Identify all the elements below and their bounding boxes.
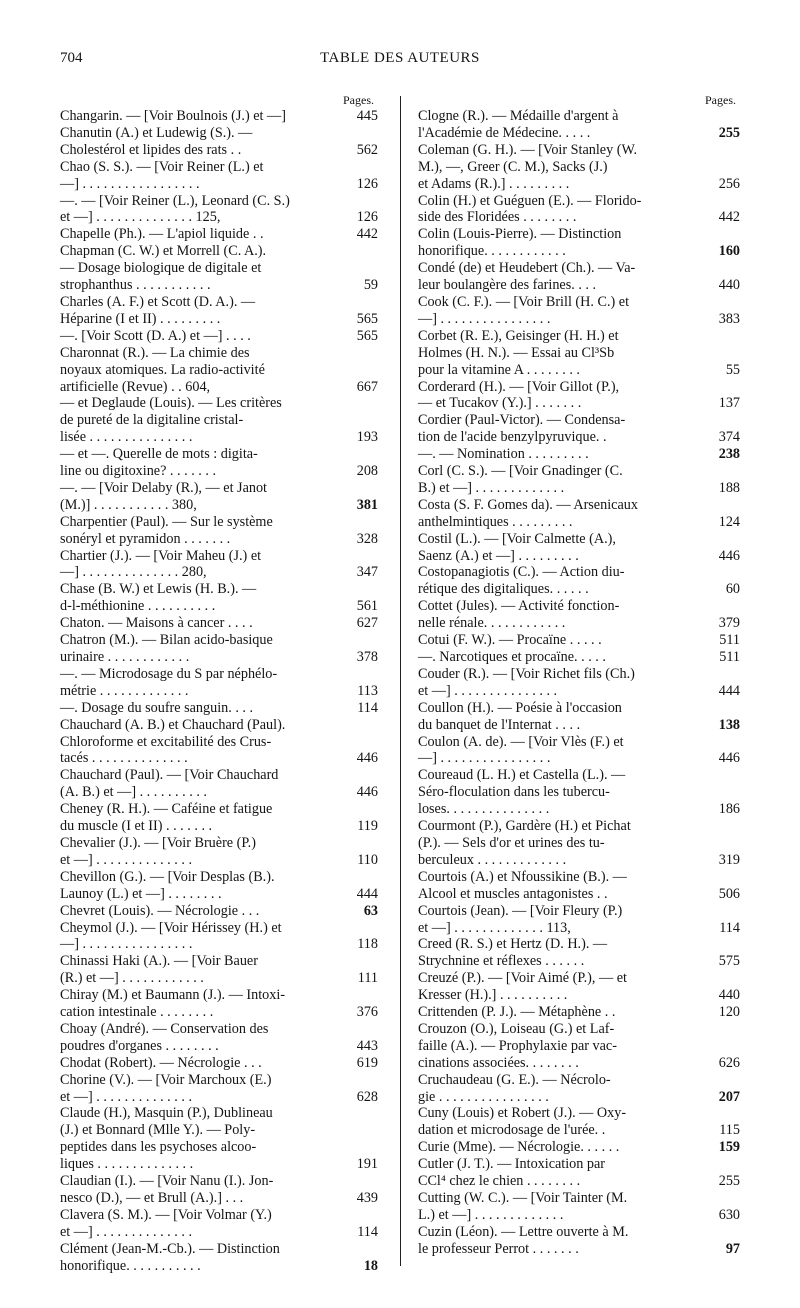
entry-line: Charonnat (R.). — La chimie des xyxy=(60,344,250,361)
left-entries-list xyxy=(60,108,378,1275)
entry-line: Coulon (A. de). — [Voir Vlès (F.) et xyxy=(418,733,624,750)
entry-page-number: 446 xyxy=(356,784,378,801)
index-entry xyxy=(418,1072,740,1106)
entry-line: Chauchard (Paul). — [Voir Chauchard xyxy=(60,767,279,784)
entry-line: Chiray (M.) et Baumann (J.). — Intoxi- xyxy=(60,987,285,1004)
entry-page-number: 565 xyxy=(356,310,378,327)
entry-line: Chloroforme et excitabilité des Crus- xyxy=(60,733,272,750)
entry-page-number: 207 xyxy=(718,1088,740,1105)
entry-line: Condé (de) et Heudebert (Ch.). — Va- xyxy=(418,260,636,277)
entry-line: Héparine (I et II) . . . . . . . . . xyxy=(60,310,221,327)
entry-page-number: 255 xyxy=(718,124,740,141)
index-entry xyxy=(60,666,378,700)
entry-page-number: 575 xyxy=(718,953,740,970)
entry-line: Saenz (A.) et —] . . . . . . . . . xyxy=(418,547,579,564)
entry-line: Cuny (Louis) et Robert (J.). — Oxy- xyxy=(418,1105,627,1122)
entry-line: —. — Microdosage du S par néphélo- xyxy=(60,665,278,682)
entry-line: Colin (H.) et Guéguen (E.). — Florido- xyxy=(418,192,642,209)
entry-line: Cheney (R. H.). — Caféine et fatigue xyxy=(60,801,273,818)
index-entry xyxy=(418,463,740,497)
index-entry xyxy=(418,970,740,1004)
entry-line: M.), —, Greer (C. M.), Sacks (J.) xyxy=(418,158,608,175)
index-entry xyxy=(60,615,378,632)
index-entry xyxy=(60,1241,378,1275)
entry-page-number: 193 xyxy=(356,429,378,446)
entry-page-number: 445 xyxy=(356,108,378,124)
index-entry xyxy=(418,294,740,328)
entry-line: tion de l'acide benzylpyruvique. . xyxy=(418,429,607,446)
entry-page-number: 18 xyxy=(363,1257,378,1274)
entry-page-number: 114 xyxy=(357,699,378,716)
entry-page-number: 378 xyxy=(356,649,378,665)
entry-page-number: 256 xyxy=(718,175,740,192)
entry-line: Chanutin (A.) et Ludewig (S.). — xyxy=(60,124,253,141)
index-entry xyxy=(60,1021,378,1055)
entry-line: Changarin. — [Voir Boulnois (J.) et —] xyxy=(60,108,286,124)
index-entry xyxy=(418,1021,740,1072)
index-entry xyxy=(418,818,740,869)
entry-line: Coleman (G. H.). — [Voir Stanley (W. xyxy=(418,141,638,158)
entry-page-number: 63 xyxy=(363,902,378,919)
entry-line: Coullon (H.). — Poésie à l'occasion xyxy=(418,699,622,716)
index-entry xyxy=(60,632,378,666)
entry-line: Cruchaudeau (G. E.). — Nécrolo- xyxy=(418,1071,611,1088)
entry-line: Crouzon (O.), Loiseau (G.) et Laf- xyxy=(418,1020,615,1037)
entry-page-number: 626 xyxy=(718,1054,740,1071)
index-entry xyxy=(418,903,740,937)
entry-line: Chauchard (A. B.) et Chauchard (Paul). xyxy=(60,716,286,733)
entry-line: Chevret (Louis). — Nécrologie . . . xyxy=(60,902,260,919)
index-entry xyxy=(60,480,378,514)
entry-line: et —] . . . . . . . . . . . . . 113, xyxy=(418,919,571,936)
entry-page-number: 115 xyxy=(719,1122,740,1139)
entry-line: — et Deglaude (Louis). — Les critères xyxy=(60,395,282,412)
entry-page-number: 319 xyxy=(718,851,740,868)
entry-line: leur boulangère des farines. . . . xyxy=(418,277,597,294)
entry-page-number: 159 xyxy=(718,1139,740,1156)
entry-line: sonéryl et pyramidon . . . . . . . xyxy=(60,530,231,547)
entry-line: tacés . . . . . . . . . . . . . . xyxy=(60,750,188,767)
entry-page-number: 442 xyxy=(356,226,378,243)
index-entry xyxy=(60,717,378,768)
entry-line: Cutler (J. T.). — Intoxication par xyxy=(418,1156,606,1173)
index-entry xyxy=(60,514,378,548)
entry-line: pour la vitamine A . . . . . . . . xyxy=(418,361,580,378)
index-entry xyxy=(418,1156,740,1190)
entry-page-number: 186 xyxy=(718,801,740,818)
entry-line: — et Tucakov (Y.).] . . . . . . . xyxy=(418,395,582,412)
index-entry xyxy=(418,632,740,649)
index-entry xyxy=(60,920,378,954)
index-entry xyxy=(418,531,740,565)
entry-line: —. — Nomination . . . . . . . . . xyxy=(418,446,589,463)
running-title: TABLE DES AUTEURS xyxy=(320,50,480,66)
entry-line: L.) et —] . . . . . . . . . . . . . xyxy=(418,1206,564,1223)
index-entry xyxy=(418,700,740,734)
entry-line: —] . . . . . . . . . . . . . . . . xyxy=(418,310,551,327)
entry-line: Cuzin (Léon). — Lettre ouverte à M. xyxy=(418,1223,629,1240)
entry-line: (P.). — Sels d'or et urines des tu- xyxy=(418,834,605,851)
index-entry xyxy=(418,767,740,818)
entry-line: artificielle (Revue) . . 604, xyxy=(60,378,211,395)
entry-page-number: 191 xyxy=(356,1156,378,1173)
entry-page-number: 111 xyxy=(357,970,378,987)
index-entry xyxy=(418,379,740,413)
entry-line: Claude (H.), Masquin (P.), Dublineau xyxy=(60,1105,273,1122)
entry-page-number: 110 xyxy=(357,851,378,868)
index-entry xyxy=(418,666,740,700)
entry-line: Clogne (R.). — Médaille d'argent à xyxy=(418,108,619,124)
entry-line: Creed (R. S.) et Hertz (D. H.). — xyxy=(418,936,608,953)
index-entry xyxy=(418,734,740,768)
page-header xyxy=(60,50,740,74)
right-column xyxy=(418,92,740,1258)
entry-line: Chorine (V.). — [Voir Marchoux (E.) xyxy=(60,1071,272,1088)
entry-page-number: 60 xyxy=(725,581,740,598)
entry-line: Clavera (S. M.). — [Voir Volmar (Y.) xyxy=(60,1206,272,1223)
entry-line: du muscle (I et II) . . . . . . . xyxy=(60,818,213,835)
entry-line: Cordier (Paul-Victor). — Condensa- xyxy=(418,412,626,429)
entry-line: Clément (Jean-M.-Cb.). — Distinction xyxy=(60,1240,280,1257)
entry-page-number: 446 xyxy=(718,547,740,564)
entry-line: liques . . . . . . . . . . . . . . xyxy=(60,1156,194,1173)
entry-page-number: 561 xyxy=(356,598,378,615)
entry-line: Chapman (C. W.) et Morrell (C. A.). xyxy=(60,243,267,260)
entry-page-number: 444 xyxy=(356,885,378,902)
entry-page-number: 208 xyxy=(356,463,378,480)
entry-page-number: 619 xyxy=(356,1054,378,1071)
entry-page-number: 114 xyxy=(357,1223,378,1240)
entry-page-number: 119 xyxy=(357,818,378,835)
entry-page-number: 374 xyxy=(718,429,740,446)
entry-line: loses. . . . . . . . . . . . . . . xyxy=(418,801,550,818)
entry-page-number: 511 xyxy=(719,649,740,665)
entry-line: et —] . . . . . . . . . . . . . . . xyxy=(418,682,558,699)
entry-page-number: 126 xyxy=(356,175,378,192)
entry-line: Courtois (Jean). — [Voir Fleury (P.) xyxy=(418,902,623,919)
entry-page-number: 113 xyxy=(357,682,378,699)
entry-line: d-l-méthionine . . . . . . . . . . xyxy=(60,598,216,615)
entry-line: Charpentier (Paul). — Sur le système xyxy=(60,513,273,530)
entry-line: strophanthus . . . . . . . . . . . xyxy=(60,277,211,294)
entry-page-number: 376 xyxy=(356,1004,378,1021)
entry-line: l'Académie de Médecine. . . . . xyxy=(418,124,591,141)
index-entry xyxy=(60,700,378,717)
index-entry xyxy=(60,226,378,243)
entry-line: dation et microdosage de l'urée. . xyxy=(418,1122,606,1139)
entry-line: Cook (C. F.). — [Voir Brill (H. C.) et xyxy=(418,293,630,310)
index-entry xyxy=(418,497,740,531)
entry-line: (J.) et Bonnard (Mlle Y.). — Poly- xyxy=(60,1122,256,1139)
index-entry xyxy=(418,1190,740,1224)
entry-line: — et —. Querelle de mots : digita- xyxy=(60,446,258,463)
entry-line: —. Narcotiques et procaïne. . . . . xyxy=(418,649,606,665)
page-number: 704 xyxy=(60,50,83,66)
entry-line: le professeur Perrot . . . . . . . xyxy=(418,1240,579,1257)
entry-page-number: 562 xyxy=(356,141,378,158)
pages-heading-right: Pages. xyxy=(705,93,736,107)
entry-page-number: 443 xyxy=(356,1037,378,1054)
entry-page-number: 565 xyxy=(356,327,378,344)
entry-line: peptides dans les psychoses alcoo- xyxy=(60,1139,257,1156)
pages-heading-left: Pages. xyxy=(343,93,374,107)
entry-line: B.) et —] . . . . . . . . . . . . . xyxy=(418,479,565,496)
entry-page-number: 120 xyxy=(718,1004,740,1021)
entry-line: Chapelle (Ph.). — L'apiol liquide . . xyxy=(60,226,264,243)
entry-line: Colin (Louis-Pierre). — Distinction xyxy=(418,226,622,243)
entry-page-number: 511 xyxy=(719,632,740,649)
index-entry xyxy=(418,869,740,903)
index-entry xyxy=(60,345,378,396)
entry-line: Coureaud (L. H.) et Castella (L.). — xyxy=(418,767,626,784)
entry-line: Cholestérol et lipides des rats . . xyxy=(60,141,242,158)
index-entry xyxy=(60,193,378,227)
entry-line: Chinassi Haki (A.). — [Voir Bauer xyxy=(60,953,258,970)
index-entry xyxy=(418,649,740,666)
entry-line: —] . . . . . . . . . . . . . . . . xyxy=(418,750,551,767)
entry-line: Chase (B. W.) et Lewis (H. B.). — xyxy=(60,581,257,598)
entry-line: du banquet de l'Internat . . . . xyxy=(418,716,581,733)
index-entry xyxy=(418,260,740,294)
index-entry xyxy=(60,801,378,835)
index-entry xyxy=(60,1055,378,1072)
entry-page-number: 379 xyxy=(718,615,740,632)
entry-line: (M.)] . . . . . . . . . . . 380, xyxy=(60,496,197,513)
index-entry xyxy=(418,1139,740,1156)
entry-page-number: 628 xyxy=(356,1088,378,1105)
entry-page-number: 188 xyxy=(718,479,740,496)
entry-line: Chao (S. S.). — [Voir Reiner (L.) et xyxy=(60,158,264,175)
entry-line: faille (A.). — Prophylaxie par vac- xyxy=(418,1037,617,1054)
entry-line: Corl (C. S.). — [Voir Gnadinger (C. xyxy=(418,463,623,480)
entry-line: — Dosage biologique de digitale et xyxy=(60,260,262,277)
entry-line: Costopanagiotis (C.). — Action diu- xyxy=(418,564,625,581)
entry-line: et Adams (R.).] . . . . . . . . . xyxy=(418,175,570,192)
entry-line: Corderard (H.). — [Voir Gillot (P.), xyxy=(418,378,620,395)
entry-page-number: 328 xyxy=(356,530,378,547)
entry-line: et —] . . . . . . . . . . . . . . xyxy=(60,1223,193,1240)
entry-line: de pureté de la digitaline cristal- xyxy=(60,412,244,429)
index-entry xyxy=(60,1207,378,1241)
entry-page-number: 381 xyxy=(356,496,378,513)
index-entry xyxy=(60,1072,378,1106)
index-entry xyxy=(418,446,740,463)
index-entry xyxy=(418,1004,740,1021)
entry-line: honorifique. . . . . . . . . . . . xyxy=(418,243,566,260)
index-entry xyxy=(60,294,378,328)
index-entry xyxy=(60,869,378,903)
entry-line: rétique des digitaliques. . . . . . xyxy=(418,581,589,598)
index-entry xyxy=(418,1105,740,1139)
entry-page-number: 667 xyxy=(356,378,378,395)
entry-line: —. — [Voir Reiner (L.), Leonard (C. S.) xyxy=(60,192,290,209)
index-entry xyxy=(60,446,378,480)
entry-line: line ou digitoxine? . . . . . . . xyxy=(60,463,217,480)
left-column xyxy=(60,92,378,1275)
entry-line: —] . . . . . . . . . . . . . . . . . xyxy=(60,175,200,192)
entry-line: CCl⁴ chez le chien . . . . . . . . xyxy=(418,1173,581,1190)
entry-line: nesco (D.), — et Brull (A.).] . . . xyxy=(60,1190,244,1206)
entry-page-number: 97 xyxy=(725,1240,740,1257)
entry-line: Crittenden (P. J.). — Métaphène . . xyxy=(418,1004,616,1021)
index-entry xyxy=(60,159,378,193)
index-entry xyxy=(418,226,740,260)
entry-page-number: 55 xyxy=(725,361,740,378)
entry-line: noyaux atomiques. La radio-activité xyxy=(60,361,265,378)
entry-line: Chaton. — Maisons à cancer . . . . xyxy=(60,615,253,632)
entry-line: cation intestinale . . . . . . . . xyxy=(60,1004,214,1021)
entry-line: Corbet (R. E.), Geisinger (H. H.) et xyxy=(418,327,619,344)
entry-line: lisée . . . . . . . . . . . . . . . xyxy=(60,429,193,446)
entry-line: honorifique. . . . . . . . . . . xyxy=(60,1257,201,1274)
index-entry xyxy=(418,328,740,379)
entry-line: Strychnine et réflexes . . . . . . xyxy=(418,953,585,970)
entry-line: Chevillon (G.). — [Voir Desplas (B.). xyxy=(60,868,275,885)
index-entry xyxy=(60,108,378,125)
index-entry xyxy=(60,125,378,159)
entry-line: Costil (L.). — [Voir Calmette (A.), xyxy=(418,530,616,547)
entry-page-number: 238 xyxy=(718,446,740,463)
entry-line: Cutting (W. C.). — [Voir Tainter (M. xyxy=(418,1190,628,1206)
index-entry xyxy=(60,243,378,294)
entry-line: Chatron (M.). — Bilan acido-basique xyxy=(60,632,273,649)
entry-line: et —] . . . . . . . . . . . . . . 125, xyxy=(60,209,221,226)
entry-line: urinaire . . . . . . . . . . . . xyxy=(60,649,190,665)
index-entry xyxy=(418,598,740,632)
index-entry xyxy=(60,953,378,987)
entry-page-number: 440 xyxy=(718,987,740,1004)
entry-line: gie . . . . . . . . . . . . . . . . xyxy=(418,1088,549,1105)
column-divider xyxy=(400,96,401,1266)
entry-line: Courtois (A.) et Nfoussikine (B.). — xyxy=(418,868,627,885)
entry-line: —] . . . . . . . . . . . . . . 280, xyxy=(60,564,207,581)
entry-line: Cheymol (J.). — [Voir Hérissey (H.) et xyxy=(60,919,282,936)
entry-line: et —] . . . . . . . . . . . . . . xyxy=(60,1088,193,1105)
entry-line: métrie . . . . . . . . . . . . . xyxy=(60,682,189,699)
index-entry xyxy=(60,1173,378,1207)
entry-line: —. [Voir Scott (D. A.) et —] . . . . xyxy=(60,327,251,344)
entry-page-number: 446 xyxy=(356,750,378,767)
entry-line: Claudian (I.). — [Voir Nanu (I.). Jon- xyxy=(60,1173,274,1190)
entry-page-number: 59 xyxy=(363,277,378,294)
entry-line: Alcool et muscles antagonistes . . xyxy=(418,885,608,902)
entry-line: poudres d'organes . . . . . . . . xyxy=(60,1037,219,1054)
index-entry xyxy=(60,767,378,801)
entry-line: Cottet (Jules). — Activité fonction- xyxy=(418,598,620,615)
entry-line: —. — [Voir Delaby (R.), — et Janot xyxy=(60,479,267,496)
entry-page-number: 446 xyxy=(718,750,740,767)
entry-line: Chartier (J.). — [Voir Maheu (J.) et xyxy=(60,547,262,564)
index-entry xyxy=(60,903,378,920)
entry-line: Couder (R.). — [Voir Richet fils (Ch.) xyxy=(418,665,635,682)
entry-line: Courmont (P.), Gardère (H.) et Pichat xyxy=(418,818,631,835)
index-entry xyxy=(418,936,740,970)
entry-page-number: 126 xyxy=(356,209,378,226)
index-entry xyxy=(418,412,740,446)
entry-line: et —] . . . . . . . . . . . . . . xyxy=(60,851,193,868)
entry-line: Kresser (H.).] . . . . . . . . . . xyxy=(418,987,568,1004)
entry-page-number: 440 xyxy=(718,277,740,294)
entry-line: —. Dosage du soufre sanguin. . . . xyxy=(60,699,254,716)
entry-page-number: 506 xyxy=(718,885,740,902)
entry-page-number: 138 xyxy=(718,716,740,733)
index-entry xyxy=(418,193,740,227)
entry-line: Séro-floculation dans les tubercu- xyxy=(418,784,610,801)
entry-page-number: 383 xyxy=(718,310,740,327)
entry-page-number: 114 xyxy=(719,919,740,936)
entry-line: Cotui (F. W.). — Procaïne . . . . . xyxy=(418,632,602,649)
index-entry xyxy=(418,564,740,598)
entry-page-number: 444 xyxy=(718,682,740,699)
entry-line: Costa (S. F. Gomes da). — Arsenicaux xyxy=(418,496,638,513)
right-entries-list xyxy=(418,108,740,1258)
index-entry xyxy=(60,548,378,582)
index-entry xyxy=(60,581,378,615)
index-entry xyxy=(60,987,378,1021)
index-entry xyxy=(418,108,740,142)
entry-line: Holmes (H. N.). — Essai au Cl³Sb xyxy=(418,344,615,361)
entry-page-number: 439 xyxy=(356,1190,378,1206)
entry-page-number: 124 xyxy=(718,513,740,530)
entry-page-number: 442 xyxy=(718,209,740,226)
index-entry xyxy=(60,1105,378,1173)
entry-line: Creuzé (P.). — [Voir Aimé (P.), — et xyxy=(418,970,627,987)
entry-page-number: 255 xyxy=(718,1173,740,1190)
entry-page-number: 627 xyxy=(356,615,378,632)
index-entry xyxy=(418,1224,740,1258)
entry-line: berculeux . . . . . . . . . . . . . xyxy=(418,851,567,868)
entry-page-number: 118 xyxy=(357,936,378,953)
entry-line: Choay (André). — Conservation des xyxy=(60,1020,269,1037)
entry-line: Charles (A. F.) et Scott (D. A.). — xyxy=(60,293,256,310)
entry-line: cinations associées. . . . . . . . xyxy=(418,1054,579,1071)
entry-page-number: 630 xyxy=(718,1206,740,1223)
entry-line: Chevalier (J.). — [Voir Bruère (P.) xyxy=(60,834,256,851)
entry-page-number: 137 xyxy=(718,395,740,412)
entry-line: side des Floridées . . . . . . . . xyxy=(418,209,577,226)
entry-line: anthelmintiques . . . . . . . . . xyxy=(418,513,573,530)
entry-page-number: 160 xyxy=(718,243,740,260)
entry-line: Chodat (Robert). — Nécrologie . . . xyxy=(60,1054,262,1071)
entry-line: Curie (Mme). — Nécrologie. . . . . . xyxy=(418,1139,620,1156)
index-entry xyxy=(60,835,378,869)
entry-line: (R.) et —] . . . . . . . . . . . . xyxy=(60,970,204,987)
index-entry xyxy=(60,328,378,345)
entry-line: —] . . . . . . . . . . . . . . . . xyxy=(60,936,193,953)
index-entry xyxy=(60,395,378,446)
entry-line: nelle rénale. . . . . . . . . . . . xyxy=(418,615,566,632)
entry-line: (A. B.) et —] . . . . . . . . . . xyxy=(60,784,207,801)
index-entry xyxy=(418,142,740,193)
entry-line: Launoy (L.) et —] . . . . . . . . xyxy=(60,885,222,902)
entry-page-number: 347 xyxy=(356,564,378,581)
